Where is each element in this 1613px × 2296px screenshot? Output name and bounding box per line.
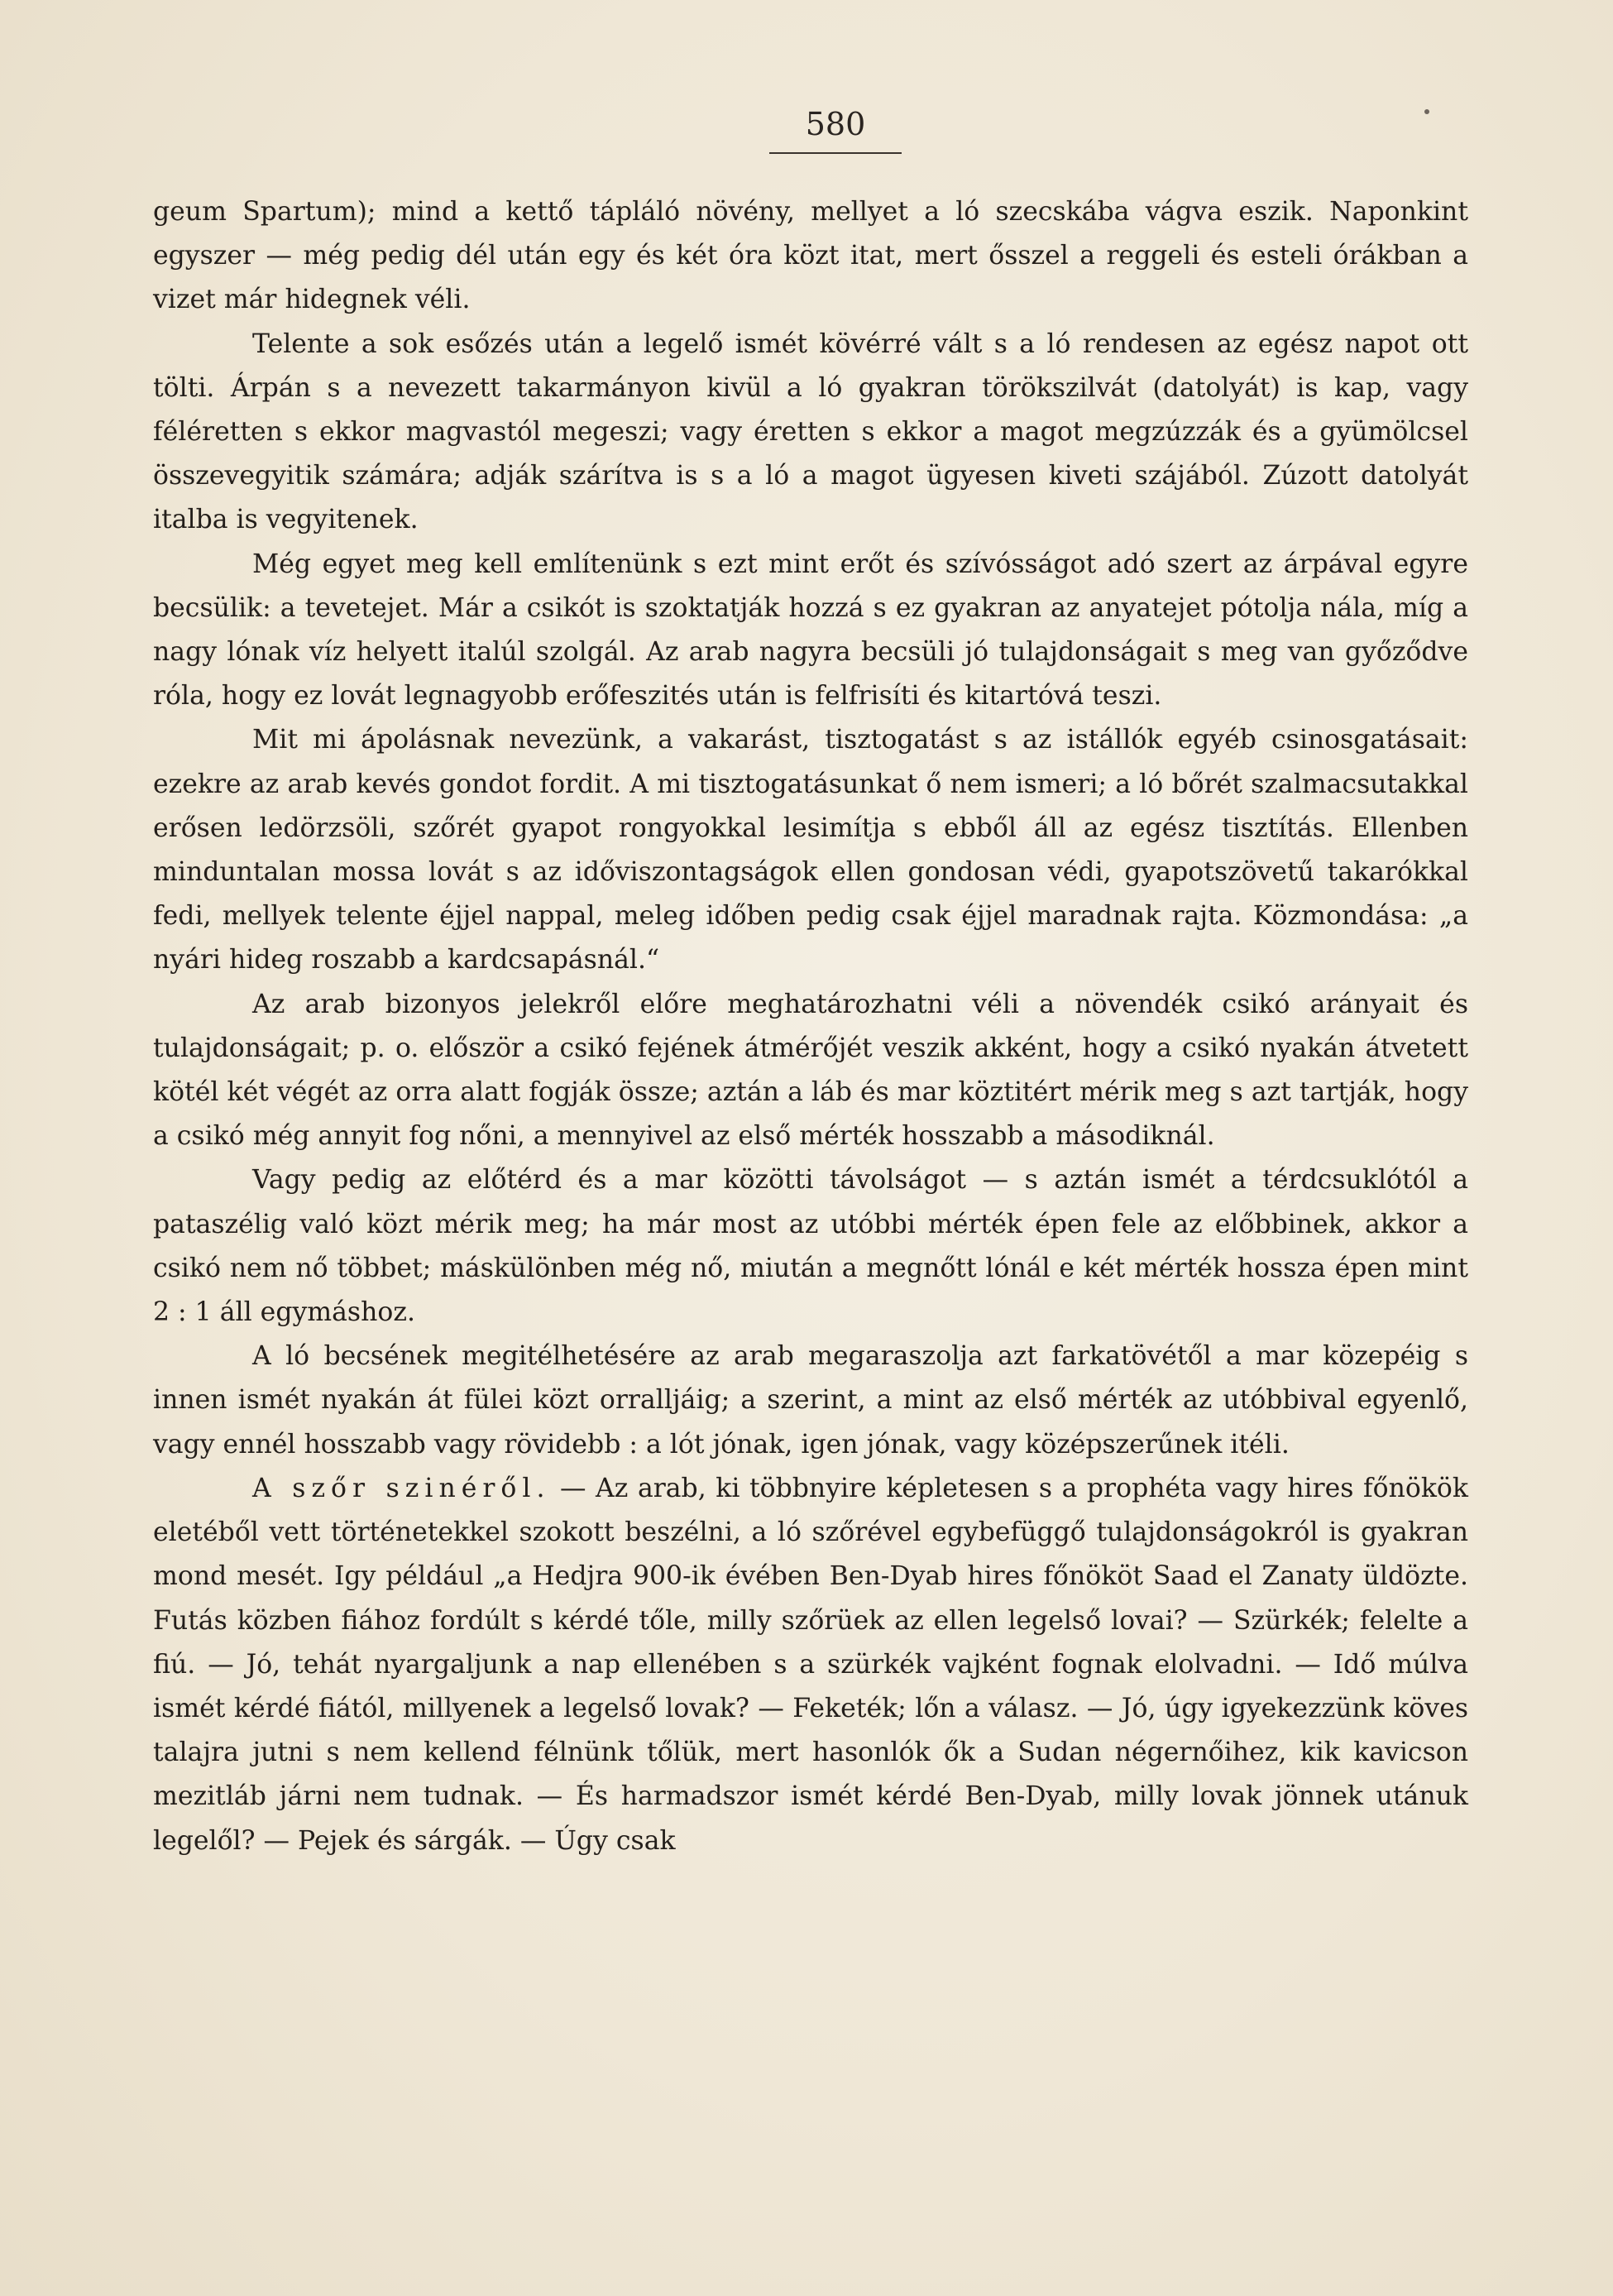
paragraph [153, 323, 1468, 543]
page-number: 580 [805, 106, 866, 142]
paragraph-text: Még egyet meg kell említenünk s ezt mint erőt és szívósságot adó szert az árpával egyre becsülik: a tevetejet. Már a csikót is szoktatják hozzá s ez gyakran az anyatejet pótolja nála, míg a nagy lónak víz helyett italúl szolgál. Az arab nagyra becsüli jó tulajdonságait s meg van győződve róla, hogy ez lovát legnagyobb erőfeszités után is felfrisíti és kitartóvá teszi. [153, 549, 1468, 712]
paragraph [153, 190, 1468, 323]
paragraph-text: Vagy pedig az előtérd és a mar közötti távolságot — s aztán ismét a térdcsuklótól a pataszélig való közt mérik meg; ha már most az utóbbi mérték épen fele az előbbinek, akkor a csikó nem nő többet; máskülönben még nő, miután a megnőtt lónál e két mérték hossza épen mint 2 : 1 áll egymáshoz. [153, 1165, 1468, 1328]
ink-speck [1424, 109, 1429, 114]
paragraph-text: Mit mi ápolásnak nevezünk, a vakarást, tisztogatást s az istállók egyéb csinosgatásait: ezekre az arab kevés gondot fordit. A mi tisztogatásunkat ő nem ismeri; a ló bőrét szalmacsutakkal erősen ledörzsöli, szőrét gyapot rongyokkal lesimítja s ebből áll az egész tisztítás. Ellenben minduntalan mossa lovát s az időviszontagságok ellen gondosan védi, gyapotszövetű takarókkal fedi, mellyek telente éjjel nappal, meleg időben pedig csak éjjel maradnak rajta. Közmondása: „a nyári hideg roszabb a kardcsapásnál.“ [153, 725, 1468, 975]
paragraph [153, 1158, 1468, 1335]
section-lead: A szőr szinéről. [252, 1473, 551, 1503]
paragraph-text: geum Spartum); mind a kettő tápláló növény, mellyet a ló szecskába vágva eszik. Naponkint egyszer — még pedig dél után egy és két óra közt itat, mert ősszel a reggeli és esteli órákban a vizet már hidegnek véli. [153, 197, 1468, 315]
paragraph [153, 983, 1468, 1159]
paragraph [153, 1335, 1468, 1467]
paragraph-text: Telente a sok esőzés után a legelő ismét kövérré vált s a ló rendesen az egész napot ott tölti. Árpán s a nevezett takarmányon kivül a ló gyakran törökszilvát (datolyát) is kap, vagy féléretten s ekkor magvastól megeszi; vagy éretten s ekkor a magot megzúzzák és a gyümölcsel összevegyitik számára; adják szárítva is s a ló a magot ügyesen kiveti szájából. Zúzott datolyát italba is vegyitenek. [153, 328, 1468, 535]
paragraph-text: — Az arab, ki többnyire képletesen s a prophéta vagy hires főnökök eletéből vett történetekkel szokott beszélni, a ló szőrével egybefüggő tulajdonságokról is gyakran mond mesét. Igy például „a Hedjra 900-ik évében Ben-Dyab hires főnököt Saad el Zanaty üldözte. Futás közben fiához fordúlt s kérdé tőle, milly szőrüek az ellen legelső lovai? — Szürkék; felelte a fiú. — Jó, tehát nyargaljunk a nap ellenében s a szürkék vajként fognak elolvadni. — Idő múlva ismét kérdé fiától, millyenek a legelső lovak? — Feketék; lőn a válasz. — Jó, úgy igyekezzünk köves talajra jutni s nem kellend félnünk tőlük, mert hasonlók ők a Sudan négernőihez, kik kavicson mezitláb járni nem tudnak. — És harmadszor ismét kérdé Ben-Dyab, milly lovak jönnek utánuk legelől? — Pejek és sárgák. — Úgy csak [153, 1473, 1468, 1856]
header-rule [769, 152, 902, 154]
paragraph-text: Az arab bizonyos jelekről előre meghatározhatni véli a növendék csikó arányait és tulajdonságait; p. o. először a csikó fejének átmérőjét veszik akként, hogy a csikó nyakán átvetett kötél két végét az orra alatt fogják össze; aztán a láb és mar köztitért mérik meg s azt tartják, hogy a csikó még annyit fog nőni, a mennyivel az első mérték hosszabb a másodiknál. [153, 989, 1468, 1152]
body-text [153, 190, 1468, 1863]
paragraph [153, 1467, 1468, 1863]
paragraph [153, 718, 1468, 982]
paragraph-text: A ló becsének megitélhetésére az arab megaraszolja azt farkatövétől a mar közepéig s innen ismét nyakán át fülei közt orralljáig; a szerint, a mint az első mérték az utóbbival egyenlő, vagy ennél hosszabb vagy rövidebb : a lót jónak, igen jónak, vagy középszerűnek itéli. [153, 1341, 1468, 1460]
paragraph [153, 543, 1468, 719]
